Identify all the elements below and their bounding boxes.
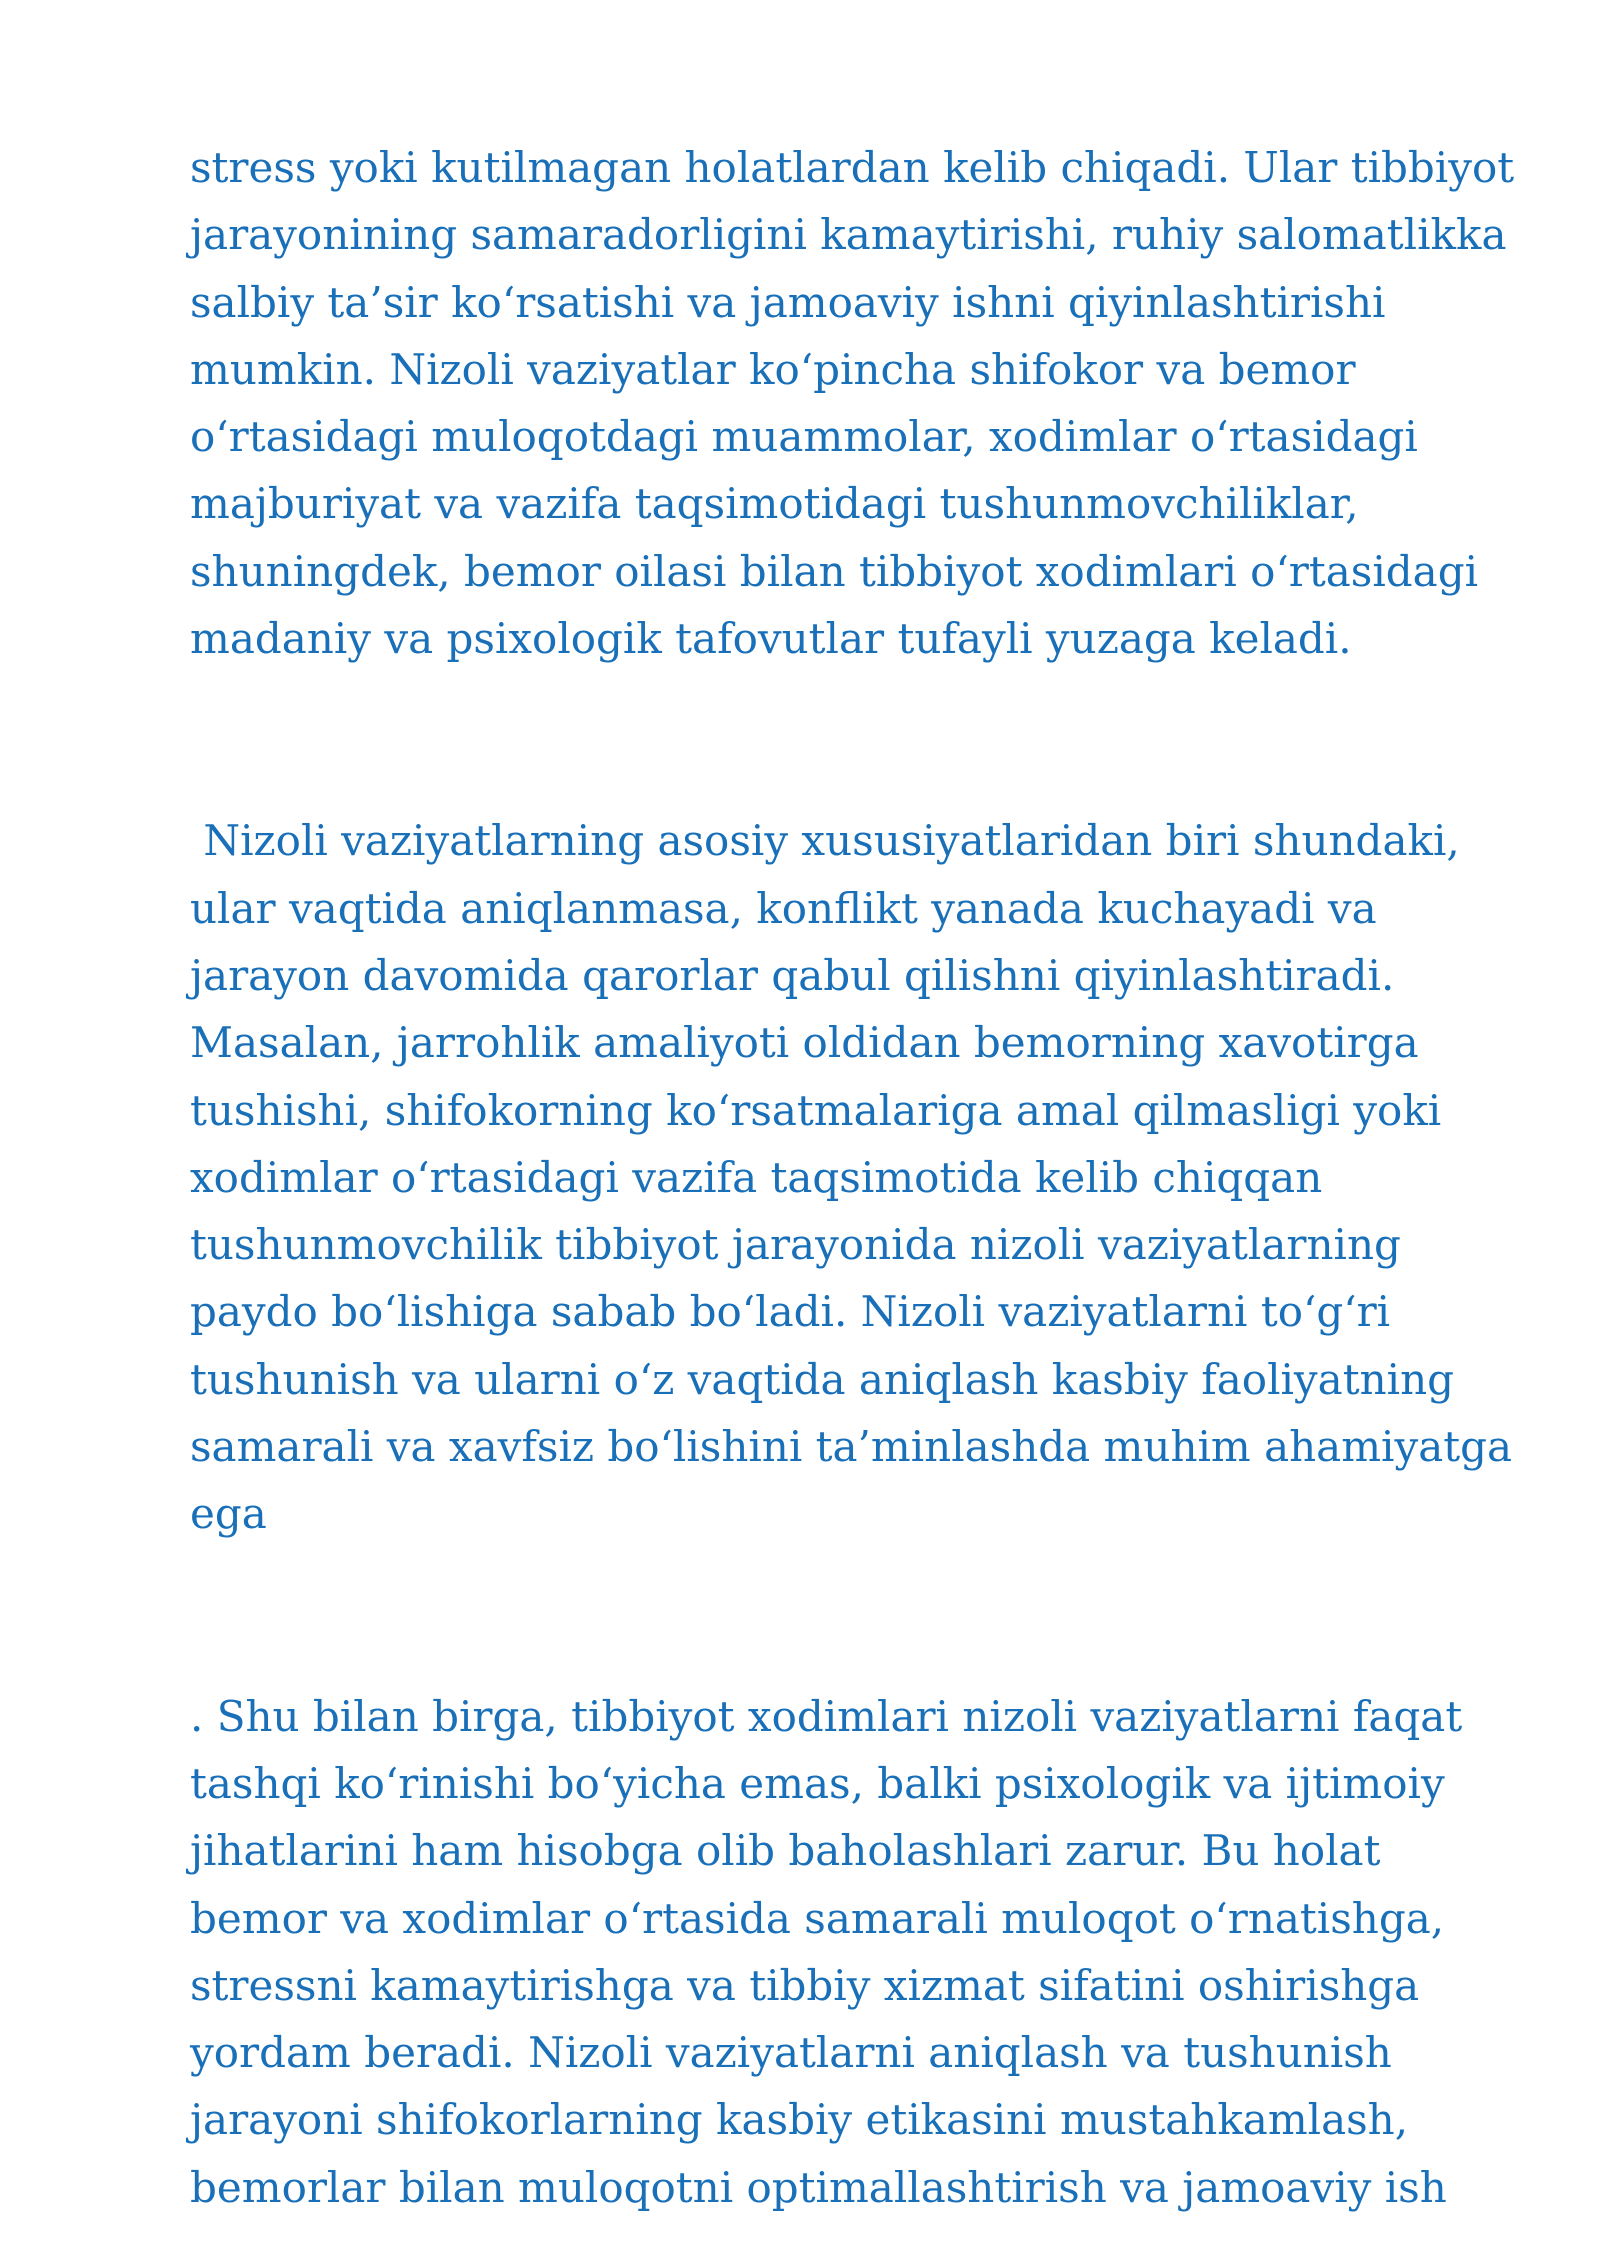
paragraph-1 bbox=[190, 134, 1520, 672]
paragraph-line: madaniy va psixologik tafovutlar tufayli yuzaga keladi. bbox=[190, 614, 1352, 664]
paragraph-line: tushunish va ularni o‘z vaqtida aniqlash kasbiy faoliyatning bbox=[190, 1354, 1454, 1404]
paragraph-line: jarayon davomida qarorlar qabul qilishni qiyinlashtiradi. bbox=[190, 950, 1395, 1000]
paragraph-3 bbox=[190, 1683, 1520, 2221]
paragraph-line: paydo bo‘lishiga sabab bo‘ladi. Nizoli vaziyatlarni to‘g‘ri bbox=[190, 1287, 1391, 1337]
paragraph-line: stress yoki kutilmagan holatlardan kelib chiqadi. Ular tibbiyot bbox=[190, 143, 1515, 192]
paragraph-line: bemor va xodimlar o‘rtasida samarali muloqot o‘rnatishga, bbox=[190, 1893, 1445, 1943]
paragraph-line: shuningdek, bemor oilasi bilan tibbiyot xodimlari o‘rtasidagi bbox=[190, 546, 1479, 596]
paragraph-line: jarayonining samaradorligini kamaytirishi, ruhiy salomatlikka bbox=[190, 210, 1507, 260]
paragraph-line: bemorlar bilan muloqotni optimallashtirish va jamoaviy ish bbox=[190, 2162, 1447, 2212]
paragraph-line: majburiyat va vazifa taqsimotidagi tushunmovchiliklar, bbox=[190, 479, 1359, 529]
paragraph-line: tushunmovchilik tibbiyot jarayonida nizoli vaziyatlarning bbox=[190, 1220, 1401, 1270]
text-column bbox=[190, 134, 1520, 2221]
paragraph-line: . Shu bilan birga, tibbiyot xodimlari nizoli vaziyatlarni faqat bbox=[190, 1691, 1463, 1741]
paragraph-line: jihatlarini ham hisobga olib baholashlari zarur. Bu holat bbox=[190, 1826, 1381, 1876]
paragraph-2 bbox=[190, 807, 1520, 1547]
paragraph-line: jarayoni shifokorlarning kasbiy etikasini mustahkamlash, bbox=[190, 2095, 1409, 2145]
paragraph-line: Nizoli vaziyatlarning asosiy xususiyatlaridan biri shundaki, bbox=[190, 816, 1460, 866]
paragraph-line: yordam beradi. Nizoli vaziyatlarni aniqlash va tushunish bbox=[190, 2028, 1392, 2078]
paragraph-line: samarali va xavfsiz bo‘lishini ta’minlashda muhim ahamiyatga bbox=[190, 1422, 1513, 1472]
paragraph-line: Masalan, jarrohlik amaliyoti oldidan bemorning xavotirga bbox=[190, 1018, 1419, 1068]
paragraph-line: stressni kamaytirishga va tibbiy xizmat sifatini oshirishga bbox=[190, 1960, 1420, 2010]
paragraph-line: tashqi ko‘rinishi bo‘yicha emas, balki psixologik va ijtimoiy bbox=[190, 1758, 1445, 1808]
paragraph-line: ega bbox=[190, 1489, 267, 1539]
paragraph-line: ular vaqtida aniqlanmasa, konflikt yanada kuchayadi va bbox=[190, 883, 1377, 933]
paragraph-line: tushishi, shifokorning ko‘rsatmalariga amal qilmasligi yoki bbox=[190, 1085, 1442, 1135]
paragraph-line: salbiy ta’sir ko‘rsatishi va jamoaviy ishni qiyinlashtirishi bbox=[190, 277, 1386, 327]
paragraph-line: xodimlar o‘rtasidagi vazifa taqsimotida kelib chiqqan bbox=[190, 1152, 1323, 1202]
paragraph-line: o‘rtasidagi muloqotdagi muammolar, xodimlar o‘rtasidagi bbox=[190, 412, 1418, 462]
paragraph-line: mumkin. Nizoli vaziyatlar ko‘pincha shifokor va bemor bbox=[190, 344, 1356, 394]
